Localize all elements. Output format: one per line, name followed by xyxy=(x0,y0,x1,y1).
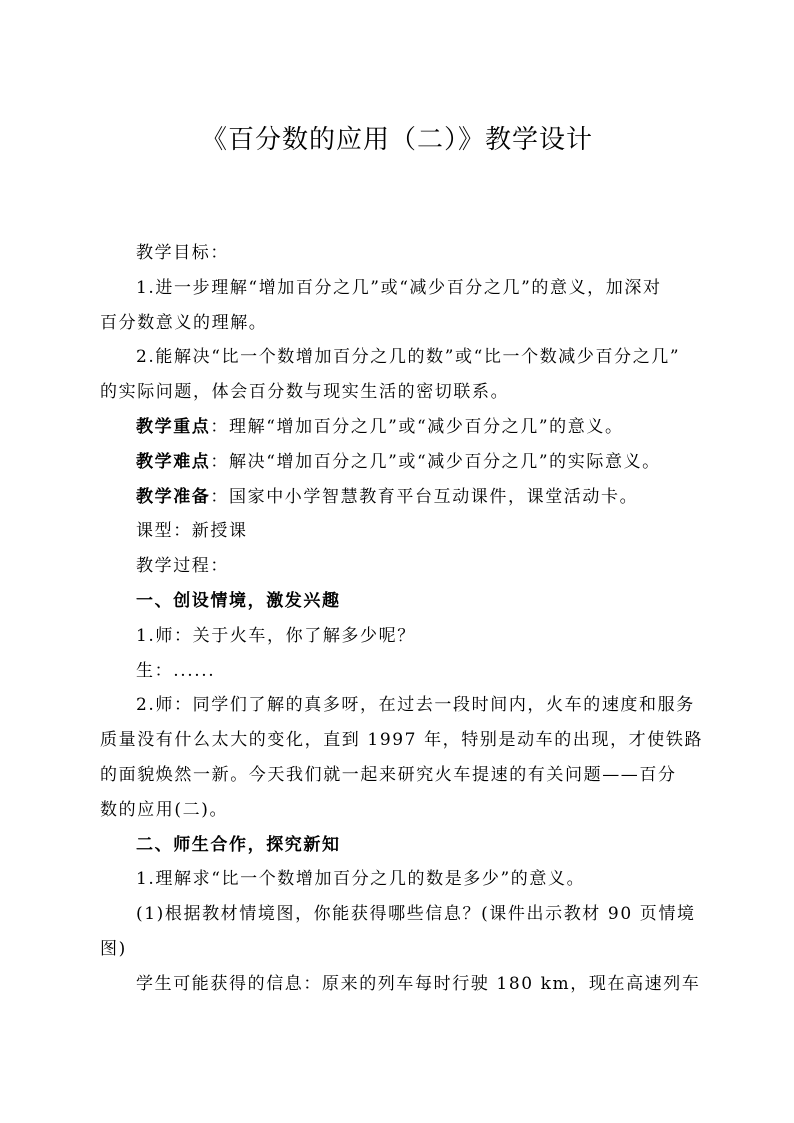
section-2-sub-1-line-2: 图) xyxy=(100,938,127,959)
difficulty-paragraph xyxy=(100,445,710,480)
section-1-item-2-line-3: 的面貌焕然一新。今天我们就一起来研究火车提速的有关问题——百分 xyxy=(100,764,677,785)
key-point-text: ：理解“增加百分之几”或“减少百分之几”的意义。 xyxy=(210,416,624,437)
document-body xyxy=(100,236,710,1002)
section-2-info-line: 学生可能获得的信息：原来的列车每时行驶 180 km，现在高速列车 xyxy=(136,973,701,994)
difficulty-label: 教学难点 xyxy=(136,451,211,472)
preparation-label: 教学准备 xyxy=(136,486,211,507)
difficulty-text: ：解决“增加百分之几”或“减少百分之几”的实际意义。 xyxy=(210,451,661,472)
objective-2-line-1: 2.能解决“比一个数增加百分之几的数”或“比一个数减少百分之几” xyxy=(136,347,681,368)
section-2-sub-1-line-1: (1)根据教材情境图，你能获得哪些信息？(课件出示教材 90 页情境 xyxy=(136,904,696,925)
key-point-paragraph xyxy=(100,410,710,445)
lesson-type: 课型：新授课 xyxy=(136,521,248,542)
objective-1-line-2: 百分数意义的理解。 xyxy=(100,312,268,333)
process-heading: 教学过程： xyxy=(136,556,229,577)
objectives-heading: 教学目标： xyxy=(136,243,229,263)
section-1-item-1: 1.师：关于火车，你了解多少呢？ xyxy=(136,625,416,646)
section-2-heading: 二、师生合作，探究新知 xyxy=(136,834,341,855)
key-point-label: 教学重点 xyxy=(136,416,211,437)
preparation-text: ：国家中小学智慧教育平台互动课件，课堂活动卡。 xyxy=(210,486,639,507)
section-1-student-answer: 生：...... xyxy=(136,660,216,681)
objective-2-line-2: 的实际问题，体会百分数与现实生活的密切联系。 xyxy=(100,382,510,403)
preparation-paragraph xyxy=(100,480,710,515)
section-1-item-2-line-2: 质量没有什么太大的变化，直到 1997 年，特别是动车的出现，才使铁路 xyxy=(100,730,704,751)
section-1-item-2-line-4: 数的应用(二)。 xyxy=(100,799,229,820)
section-1-heading: 一、创设情境，激发兴趣 xyxy=(136,590,341,611)
section-1-item-2-line-1: 2.师：同学们了解的真多呀，在过去一段时间内，火车的速度和服务 xyxy=(136,695,695,716)
objective-1-line-1: 1.进一步理解“增加百分之几”或“减少百分之几”的意义，加深对 xyxy=(136,277,662,298)
section-2-item-1: 1.理解求“比一个数增加百分之几的数是多少”的意义。 xyxy=(136,869,586,890)
document-title: 《百分数的应用（二）》教学设计 xyxy=(200,125,593,155)
